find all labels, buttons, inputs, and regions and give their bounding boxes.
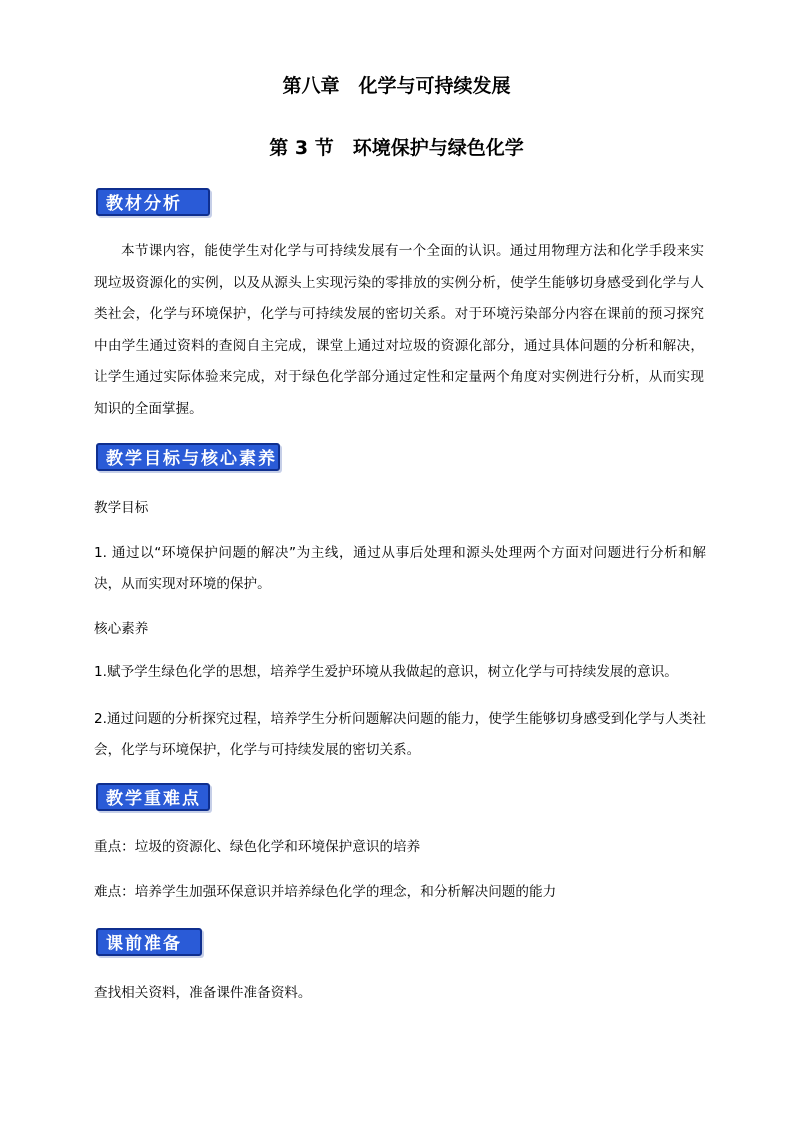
core-literacy-item: 2.通过问题的分析探究过程，培养学生分析问题解决问题的能力，使学生能够切身感受到化学与人类社会，化学与环境保护，化学与可持续发展的密切关系。 bbox=[94, 711, 706, 758]
preparation-text: 查找相关资料，准备课件准备资料。 bbox=[94, 985, 312, 1001]
preparation-badge: 课前准备 bbox=[96, 928, 202, 956]
key-difficult-points-badge: 教学重难点 bbox=[96, 783, 210, 811]
objectives-badge: 教学目标与核心素养 bbox=[96, 443, 280, 471]
core-literacy-heading: 核心素养 bbox=[94, 621, 149, 637]
textbook-analysis-badge: 教材分析 bbox=[96, 188, 210, 216]
teaching-goals-heading: 教学目标 bbox=[94, 500, 149, 516]
key-point-text: 重点：垃圾的资源化、绿色化学和环境保护意识的培养 bbox=[94, 839, 421, 855]
section-title: 第 3 节 环境保护与绿色化学 bbox=[269, 137, 524, 159]
difficult-point-text: 难点：培养学生加强环保意识并培养绿色化学的理念，和分析解决问题的能力 bbox=[94, 884, 557, 900]
teaching-goal-item: 1. 通过以“环境保护问题的解决”为主线，通过从事后处理和源头处理两个方面对问题进行分析和解决，从而实现对环境的保护。 bbox=[94, 545, 706, 592]
textbook-analysis-paragraph: 本节课内容，能使学生对化学与可持续发展有一个全面的认识。通过用物理方法和化学手段来实现垃圾资源化的实例，以及从源头上实现污染的零排放的实例分析，使学生能够切身感受到化学与人类社会，化学与环境保护，化学与可持续发展的密切关系。对于环境污染部分内容在课前的预习探究中由学生通过资料的查阅自主完成，课堂上通过对垃圾的资源化部分，通过具体问题的分析和解决，让学生通过实际体验来完成，对于绿色化学部分通过定性和定量两个角度对实例进行分析，从而实现知识的全面掌握。 bbox=[94, 243, 704, 417]
chapter-title: 第八章 化学与可持续发展 bbox=[282, 75, 511, 97]
core-literacy-item: 1.赋予学生绿色化学的思想，培养学生爱护环境从我做起的意识，树立化学与可持续发展的意识。 bbox=[94, 664, 678, 680]
